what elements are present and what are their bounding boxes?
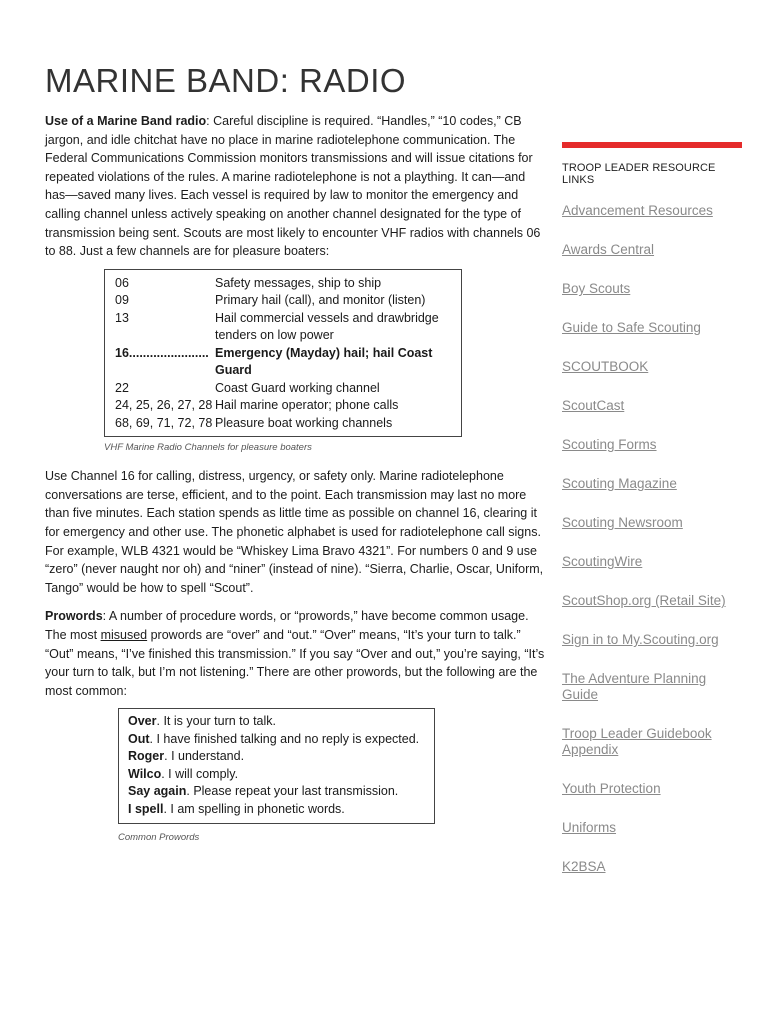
prowords-lead: Prowords [45, 609, 103, 624]
link-k2bsa[interactable]: K2BSA [562, 859, 606, 874]
proword-meaning: . I am spelling in phonetic words. [163, 801, 345, 816]
channel-row [115, 380, 453, 398]
link-scoutcast[interactable]: ScoutCast [562, 398, 625, 413]
channel-number: 13 [115, 310, 129, 325]
resource-sidebar [562, 142, 744, 898]
proword-meaning: . Please repeat your last transmission. [186, 784, 399, 799]
channel-row [115, 292, 453, 310]
proword-term: Wilco [128, 766, 162, 781]
link-youth-protection[interactable]: Youth Protection [562, 781, 661, 796]
link-awards-central[interactable]: Awards Central [562, 242, 655, 257]
channel-number: 09 [115, 293, 129, 308]
sidebar-accent-bar [562, 142, 742, 148]
proword-item [128, 713, 424, 731]
proword-item [128, 731, 424, 749]
channel-row [115, 275, 453, 293]
channel-row [115, 310, 453, 345]
channel-number: 06 [115, 275, 129, 290]
proword-term: Roger [128, 749, 165, 764]
channel-desc: Safety messages, ship to ship [215, 275, 382, 290]
link-adventure-planning-guide[interactable]: The Adventure Planning Guide [562, 671, 707, 702]
proword-meaning: . I understand. [164, 749, 245, 764]
channels-caption: VHF Marine Radio Channels for pleasure boaters [104, 442, 312, 454]
channel-desc: Emergency (Mayday) hail; hail Coast Guard [215, 345, 433, 378]
sidebar-title: TROOP LEADER RESOURCE LINKS [562, 162, 716, 186]
channel-desc: Primary hail (call), and monitor (listen) [215, 293, 426, 308]
channel-number: 22 [115, 380, 129, 395]
channel-number: 24, 25, 26, 27, 28 [115, 398, 213, 413]
prowords-text-1: : A number of procedure words, or “prowords,” have become common usage. The most [45, 609, 529, 642]
prowords-underlined: misused [100, 628, 148, 642]
channel-row [115, 415, 453, 433]
link-scoutshop[interactable]: ScoutShop.org (Retail Site) [562, 593, 726, 608]
main-content [45, 62, 545, 843]
channel-desc: Hail marine operator; phone calls [215, 398, 399, 413]
intro-lead: Use of a Marine Band radio [45, 114, 207, 128]
link-boy-scouts[interactable]: Boy Scouts [562, 281, 631, 296]
prowords-box [118, 708, 435, 824]
proword-item [128, 748, 424, 766]
sidebar-links [562, 203, 744, 875]
channel-row [115, 397, 453, 415]
channel-desc: Hail commercial vessels and drawbridge tenders on low power [215, 310, 439, 343]
proword-item [128, 783, 424, 801]
intro-text: : Careful discipline is required. “Handles,” “10 codes,” CB jargon, and idle chitchat have no place in marine radiotelephone communication. The Federal Communications Commission monitors transmissions and will issue citations for repeated violations of the rules. A marine radiotelephone is not a plaything. It can—and has—saved many lives. Each vessel is required by law to monitor the emergency and calling channel unless actively speaking on another channel designated for the type of transmission being sent. Scouts are most likely to encounter VHF radios with channels 06 to 88. Just a few channels are for pleasure boaters: [45, 114, 541, 259]
channel16-paragraph: Use Channel 16 for calling, distress, urgency, or safety only. Marine radiotelephone conversations are terse, efficient, and to the point. Each transmission may last no more than five minutes. Each station spends as little time as possible on channel 16, clearing it for emergency and other use. The phonetic alphabet is used for radiotelephone call signs. For example, WLB 4321 would be “Whiskey Lima Bravo 4321”. For numbers 0 and 9 use “zero” (never naught nor oh) and “niner” (instead of nine). “Sierra, Charlie, Oscar, Uniform, Tango” would be how to spell “Scout”. [45, 469, 544, 595]
proword-item [128, 801, 424, 819]
prowords-paragraph [45, 607, 545, 700]
proword-meaning: . It is your turn to talk. [156, 714, 276, 729]
channel-desc: Coast Guard working channel [215, 380, 380, 395]
proword-term: Over [128, 714, 157, 729]
link-scoutingwire[interactable]: ScoutingWire [562, 554, 643, 569]
link-uniforms[interactable]: Uniforms [562, 820, 617, 835]
link-scouting-newsroom[interactable]: Scouting Newsroom [562, 515, 683, 530]
intro-paragraph [45, 112, 545, 261]
channel-number: 16....................... [115, 345, 209, 360]
link-guide-to-safe-scouting[interactable]: Guide to Safe Scouting [562, 320, 701, 335]
proword-term: I spell [128, 801, 164, 816]
link-troop-leader-guidebook-appendix[interactable]: Troop Leader Guidebook Appendix [562, 726, 712, 757]
channel-number: 68, 69, 71, 72, 78 [115, 415, 213, 430]
link-scoutbook[interactable]: SCOUTBOOK [562, 359, 649, 374]
link-sign-in-my-scouting[interactable]: Sign in to My.Scouting.org [562, 632, 719, 647]
prowords-text-2: prowords are “over” and “out.” “Over” means, “It’s your turn to talk.” “Out” means, “I’ve finished this transmission.” If you say “Over and out,” you’re saying, “It’s your turn to talk, but I’m not listening.” There are other prowords, but the following are the most common: [45, 628, 545, 698]
link-scouting-forms[interactable]: Scouting Forms [562, 437, 657, 452]
link-advancement-resources[interactable]: Advancement Resources [562, 203, 713, 218]
channel-row-emergency [115, 345, 453, 380]
link-scouting-magazine[interactable]: Scouting Magazine [562, 476, 677, 491]
page-title: MARINE BAND: RADIO [45, 62, 407, 99]
proword-term: Say again [128, 784, 187, 799]
proword-term: Out [128, 731, 150, 746]
prowords-caption: Common Prowords [118, 832, 200, 844]
channels-table [104, 269, 462, 438]
proword-meaning: . I will comply. [161, 766, 239, 781]
channel-desc: Pleasure boat working channels [215, 415, 393, 430]
proword-item [128, 766, 424, 784]
proword-meaning: . I have finished talking and no reply is expected. [149, 731, 420, 746]
